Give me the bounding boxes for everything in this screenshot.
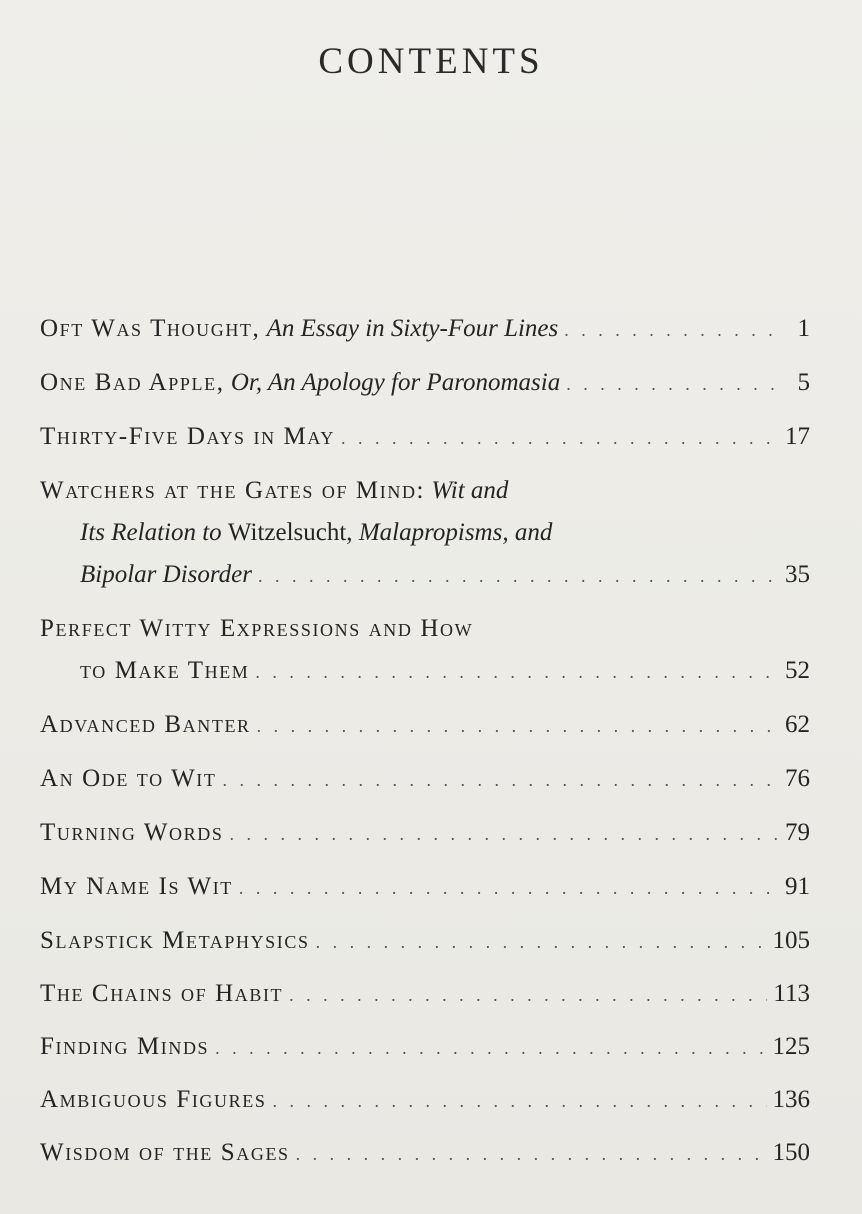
toc-entry <box>40 762 810 796</box>
dot-leader <box>215 1031 766 1065</box>
page-number: 91 <box>785 873 810 900</box>
page-number: 125 <box>772 1033 810 1060</box>
dot-leader <box>341 421 779 455</box>
toc-entry <box>40 312 810 346</box>
toc-entry <box>40 977 810 1011</box>
toc-entry <box>40 708 810 742</box>
toc-entry <box>40 816 810 850</box>
toc-entry-line <box>40 612 810 646</box>
entry-subtitle: Its Relation to <box>80 519 222 546</box>
page-number: 79 <box>785 819 810 846</box>
entry-title: Slapstick Metaphysics <box>40 927 310 954</box>
toc-entry <box>40 558 810 592</box>
page-number: 5 <box>797 369 810 396</box>
dot-leader <box>566 367 780 401</box>
entry-title: An Ode to Wit <box>40 765 217 792</box>
dot-leader <box>564 313 780 347</box>
page-number: 35 <box>785 561 810 588</box>
entry-title: Perfect Witty Expressions and How <box>40 615 474 642</box>
entry-subtitle-roman: Witzelsucht, <box>227 519 353 546</box>
page-number: 62 <box>785 711 810 738</box>
entry-title: One Bad Apple, <box>40 369 225 396</box>
toc-entry <box>40 924 810 958</box>
toc-entry <box>40 1030 810 1064</box>
page-number: 17 <box>785 423 810 450</box>
page-number: 113 <box>773 980 810 1007</box>
entry-subtitle: Malapropisms, and <box>358 519 553 546</box>
dot-leader <box>239 871 779 905</box>
entry-title: The Chains of Habit <box>40 980 284 1007</box>
page-number: 52 <box>785 657 810 684</box>
page-number: 150 <box>772 1139 810 1166</box>
dot-leader <box>289 978 767 1012</box>
toc-entry-line <box>40 474 810 508</box>
dot-leader <box>229 817 779 851</box>
entry-title: to Make Them <box>80 657 250 684</box>
dot-leader <box>258 559 779 593</box>
entry-title: Finding Minds <box>40 1033 210 1060</box>
toc-entry <box>40 1136 810 1170</box>
entry-title: Turning Words <box>40 819 224 846</box>
dot-leader <box>272 1084 766 1118</box>
entry-subtitle: Bipolar Disorder <box>80 561 252 588</box>
entry-subtitle: Or, An Apology for Paronomasia <box>230 369 561 396</box>
dot-leader <box>316 925 767 959</box>
dot-leader <box>257 709 779 743</box>
entry-title: My Name Is Wit <box>40 873 233 900</box>
toc-entry <box>40 654 810 688</box>
page-title: CONTENTS <box>318 41 544 82</box>
toc-entry <box>40 1083 810 1117</box>
toc-entry <box>40 366 810 400</box>
page-number: 136 <box>772 1086 810 1113</box>
dot-leader <box>222 763 779 797</box>
entry-title: Advanced Banter <box>40 711 251 738</box>
dot-leader <box>255 655 779 689</box>
toc-entry-line <box>40 516 810 550</box>
entry-title: Thirty-Five Days in May <box>40 423 335 450</box>
entry-title: Watchers at the Gates of Mind: <box>40 477 426 504</box>
entry-title: Oft Was Thought, <box>40 315 261 342</box>
entry-title: Ambiguous Figures <box>40 1086 267 1113</box>
page-number: 1 <box>797 315 810 342</box>
dot-leader <box>296 1137 767 1171</box>
entry-subtitle: An Essay in Sixty-Four Lines <box>266 315 559 342</box>
toc-entry <box>40 420 810 454</box>
entry-title: Wisdom of the Sages <box>40 1139 290 1166</box>
toc-entry <box>40 870 810 904</box>
page-number: 105 <box>772 927 810 954</box>
page-number: 76 <box>785 765 810 792</box>
entry-subtitle: Wit and <box>431 477 509 504</box>
